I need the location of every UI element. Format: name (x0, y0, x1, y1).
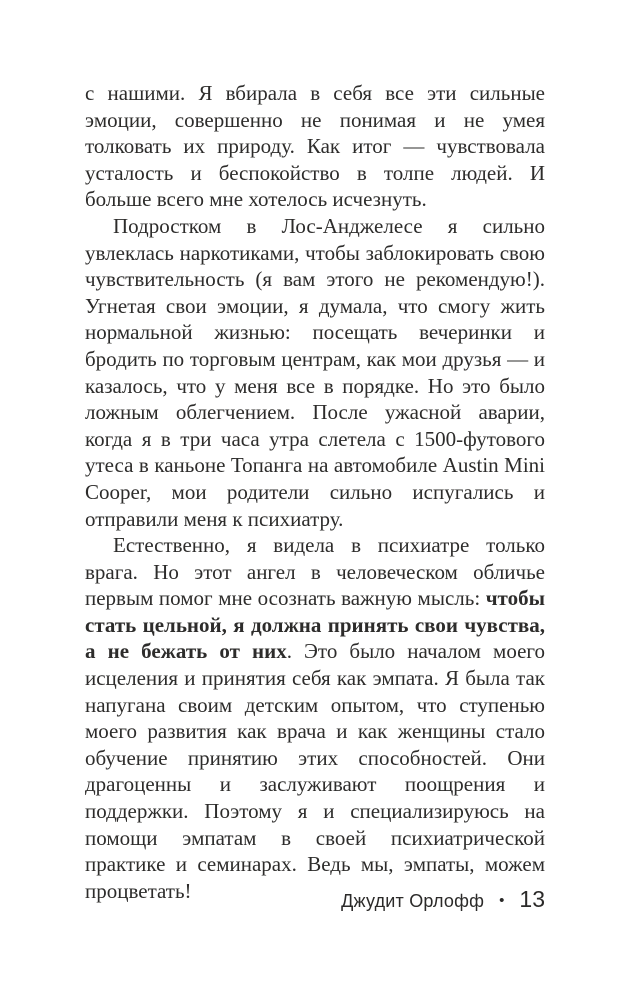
body-text (85, 80, 545, 904)
paragraph-text-post: . Это было началом моего исцеления и принятия себя как эмпата. Я была так напугана своим детским опытом, что ступенью моего развития как врача и как женщины стало обучение принятию этих способностей. Они драгоценны и заслуживают поощрения и поддержки. Поэтому я и специализируюсь на помощи эмпатам в своей психиатрической практике и семинарах. Ведь мы, эмпаты, можем процветать! (85, 639, 545, 903)
separator-dot: • (499, 892, 505, 909)
paragraph (85, 532, 545, 904)
paragraph: Подростком в Лос-Анджелесе я сильно увлеклась наркотиками, чтобы заблокировать свою чувствительность (я вам этого не рекомендую!). Угнетая свои эмоции, я думала, что смогу жить нормальной жизнью: посещать вечеринки и бродить по торговым центрам, как мои друзья — и казалось, что у меня все в порядке. Но это было ложным облегчением. После ужасной аварии, когда я в три часа утра слетела с 1500-футового утеса в каньоне Топанга на автомобиле Austin Mini Cooper, мои родители сильно испугались и отправили меня к психиатру. (85, 213, 545, 531)
emphasized-text: чтобы стать цельной, я должна принять свои чувства, а не бежать от них (85, 586, 545, 664)
paragraph: с нашими. Я вбирала в себя все эти сильные эмоции, совершенно не понимая и не умея толковать их природу. Как итог — чувствовала усталость и беспокойство в толпе людей. И больше всего мне хотелось исчезнуть. (85, 81, 545, 212)
author-name: Джудит Орлофф (341, 891, 485, 911)
page-number: 13 (519, 886, 545, 912)
paragraph-text-pre: Естественно, я видела в психиатре только врага. Но этот ангел в человеческом обличье первым помог мне осознать важную мысль: (85, 533, 545, 611)
page-footer (85, 886, 545, 913)
